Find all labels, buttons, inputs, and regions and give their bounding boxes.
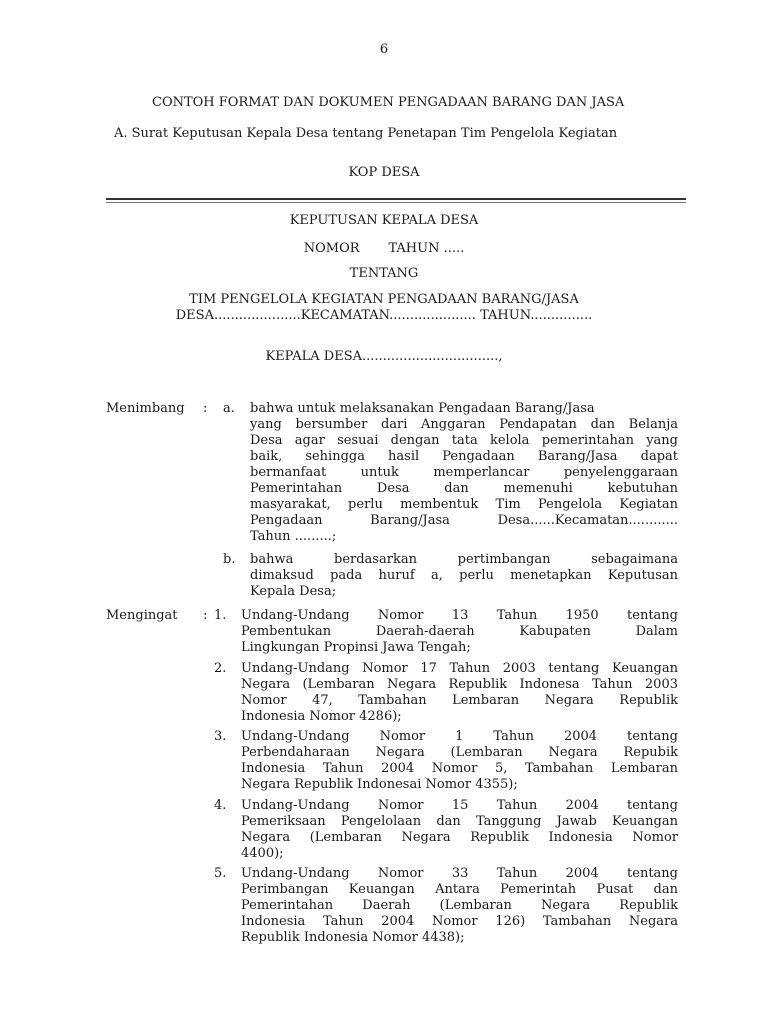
item-line: bermanfaat untuk memperlancar penyelenggaraan (250, 465, 678, 480)
item-line: Nomor 47, Tambahan Lembaran Negara Republik (241, 693, 678, 708)
item-line: Undang-Undang Nomor 1 Tahun 2004 tentang (241, 729, 678, 744)
section-a-title: A. Surat Keputusan Kepala Desa tentang Penetapan Tim Pengelola Kegiatan (114, 126, 618, 141)
item-line: baik, sehingga hasil Pengadaan Barang/Jasa dapat (250, 449, 678, 464)
item-line: dimaksud pada huruf a, perlu menetapkan Keputusan (250, 568, 678, 583)
item-line: Kepala Desa; (250, 584, 337, 599)
item-marker: b. (223, 552, 236, 567)
item-marker: 1. (214, 608, 227, 623)
kepala-desa-line: KEPALA DESA................................., (265, 349, 503, 364)
decree-tentang: TENTANG (349, 266, 419, 281)
item-line: Negara (Lembaran Negara Republik Indonesa Tahun 2003 (241, 677, 678, 692)
decree-subject-line-2: DESA.....................KECAMATAN..................... TAHUN............... (175, 308, 593, 323)
item-line: bahwa untuk melaksanakan Pengadaan Barang/Jasa (250, 401, 595, 416)
item-marker: a. (223, 401, 235, 416)
item-marker: 5. (214, 866, 227, 881)
item-line: yang bersumber dari Anggaran Pendapatan dan Belanja (250, 417, 678, 432)
item-line: bahwa berdasarkan pertimbangan sebagaimana (250, 552, 678, 567)
mengingat-label: Mengingat (106, 608, 178, 623)
item-line: Perbendaharaan Negara (Lembaran Negara Repubik (241, 745, 678, 760)
item-line: Republik Indonesia Nomor 4438); (241, 930, 465, 945)
decree-subject-line-1: TIM PENGELOLA KEGIATAN PENGADAAN BARANG/JASA (189, 292, 579, 307)
item-line: Negara (Lembaran Negara Republik Indonesia Nomor (241, 830, 678, 845)
page-number: 6 (379, 42, 389, 57)
item-line: 4400); (241, 846, 284, 861)
document-heading: CONTOH FORMAT DAN DOKUMEN PENGADAAN BARANG DAN JASA (152, 95, 625, 110)
item-line: Indonesia Tahun 2004 Nomor 126) Tambahan Negara (241, 914, 678, 929)
item-line: Tahun .........; (250, 529, 337, 544)
item-line: Indonesia Tahun 2004 Nomor 5, Tambahan Lembaran (241, 761, 678, 776)
mengingat-colon: : (203, 608, 208, 623)
item-line: Pemeriksaan Pengelolaan dan Tanggung Jawab Keuangan (241, 814, 678, 829)
letterhead-rule-thin (106, 202, 686, 203)
item-line: Negara Republik Indonesai Nomor 4355); (241, 777, 518, 792)
menimbang-label: Menimbang (106, 401, 185, 416)
menimbang-colon: : (203, 401, 208, 416)
item-marker: 4. (214, 798, 227, 813)
item-line: Perimbangan Keuangan Antara Pemerintah Pusat dan (241, 882, 678, 897)
decree-title: KEPUTUSAN KEPALA DESA (289, 213, 479, 228)
item-line: Undang-Undang Nomor 15 Tahun 2004 tentang (241, 798, 678, 813)
item-line: Pengadaan Barang/Jasa Desa......Kecamatan............ (250, 513, 678, 528)
item-line: Pemerintahan Daerah (Lembaran Negara Republik (241, 898, 678, 913)
item-marker: 3. (214, 729, 227, 744)
item-line: Undang-Undang Nomor 13 Tahun 1950 tentang (241, 608, 678, 623)
decree-nomor: NOMOR TAHUN ..... (303, 241, 465, 256)
item-line: Desa agar sesuai dengan tata kelola pemerintahan yang (250, 433, 678, 448)
item-marker: 2. (214, 661, 227, 676)
item-line: Indonesia Nomor 4286); (241, 709, 402, 724)
item-line: Pembentukan Daerah-daerah Kabupaten Dalam (241, 624, 678, 639)
item-line: masyarakat, perlu membentuk Tim Pengelola Kegiatan (250, 497, 678, 512)
item-line: Undang-Undang Nomor 33 Tahun 2004 tentang (241, 866, 678, 881)
item-line: Pemerintahan Desa dan memenuhi kebutuhan (250, 481, 678, 496)
letterhead-rule (106, 198, 686, 200)
kop-desa: KOP DESA (348, 165, 420, 180)
item-line: Lingkungan Propinsi Jawa Tengah; (241, 640, 471, 655)
item-line: Undang-Undang Nomor 17 Tahun 2003 tentang Keuangan (241, 661, 678, 676)
